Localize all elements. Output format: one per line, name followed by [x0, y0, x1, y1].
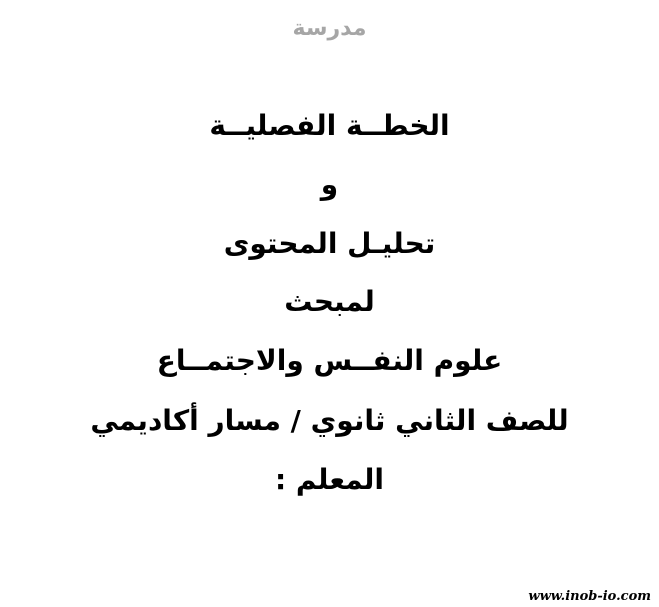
subject-label: لمبحث: [284, 285, 375, 318]
subject-name: علوم النفــس والاجتمــاع: [156, 344, 503, 377]
content-analysis-title: تحليـل المحتوى: [223, 227, 436, 260]
conjunction-and: و: [320, 168, 339, 201]
grade-track: للصف الثاني ثانوي / مسار أكاديمي: [90, 404, 569, 437]
school-label: مدرسة: [292, 16, 367, 41]
teacher-label: المعلم :: [274, 463, 385, 496]
plan-title: الخطــة الفصليــة: [209, 109, 450, 142]
footer-website-link[interactable]: www.inob-io.com: [528, 589, 651, 604]
